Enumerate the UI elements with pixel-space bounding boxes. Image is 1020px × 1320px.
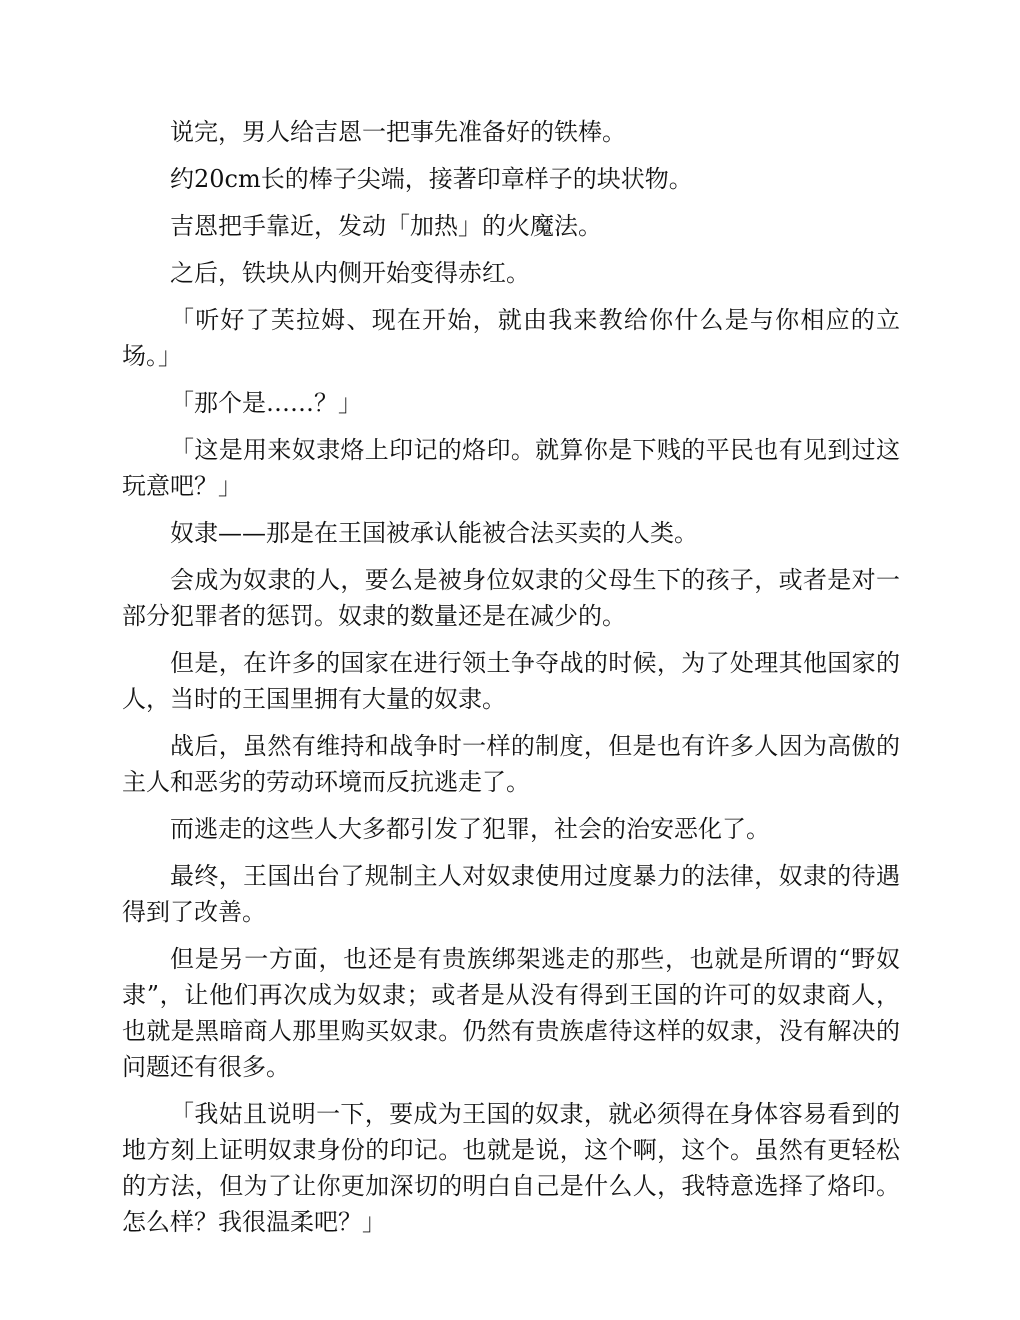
paragraph-6: 「那个是……？」 <box>170 389 362 417</box>
paragraph-13: 最终，王国出台了规制主人对奴隶使用过度暴力的法律，奴隶的待遇得到了改善。 <box>122 862 900 926</box>
document-page <box>122 114 900 1251</box>
paragraph-12: 而逃走的这些人大多都引发了犯罪，社会的治安恶化了。 <box>170 815 770 843</box>
paragraph-2: 约20cm长的棒子尖端，接著印章样子的块状物。 <box>170 165 693 193</box>
paragraph-15: 「我姑且说明一下，要成为王国的奴隶，就必须得在身体容易看到的地方刻上证明奴隶身份的印记。也就是说，这个啊，这个。虽然有更轻松的方法，但为了让你更加深切的明白自己是什么人，我特意选择了烙印。怎么样？我很温柔吧？」 <box>122 1100 900 1236</box>
paragraph-7: 「这是用来奴隶烙上印记的烙印。就算你是下贱的平民也有见到过这玩意吧？」 <box>122 436 900 500</box>
paragraph-1: 说完，男人给吉恩一把事先准备好的铁棒。 <box>170 118 626 146</box>
paragraph-5: 「听好了芙拉姆、现在开始，就由我来教给你什么是与你相应的立场。」 <box>122 306 900 370</box>
paragraph-4: 之后，铁块从内侧开始变得赤红。 <box>170 259 530 287</box>
paragraph-11: 战后，虽然有维持和战争时一样的制度，但是也有许多人因为高傲的主人和恶劣的劳动环境而反抗逃走了。 <box>122 732 900 796</box>
paragraph-3: 吉恩把手靠近，发动「加热」的火魔法。 <box>170 212 602 240</box>
paragraph-8: 奴隶——那是在王国被承认能被合法买卖的人类。 <box>170 519 698 547</box>
paragraph-14: 但是另一方面，也还是有贵族绑架逃走的那些，也就是所谓的“野奴隶”，让他们再次成为奴隶；或者是从没有得到王国的许可的奴隶商人，也就是黑暗商人那里购买奴隶。仍然有贵族虐待这样的奴隶，没有解决的问题还有很多。 <box>122 945 900 1081</box>
paragraph-9: 会成为奴隶的人，要么是被身位奴隶的父母生下的孩子，或者是对一部分犯罪者的惩罚。奴隶的数量还是在减少的。 <box>122 566 900 630</box>
paragraph-10: 但是，在许多的国家在进行领土争夺战的时候，为了处理其他国家的人，当时的王国里拥有大量的奴隶。 <box>122 649 900 713</box>
